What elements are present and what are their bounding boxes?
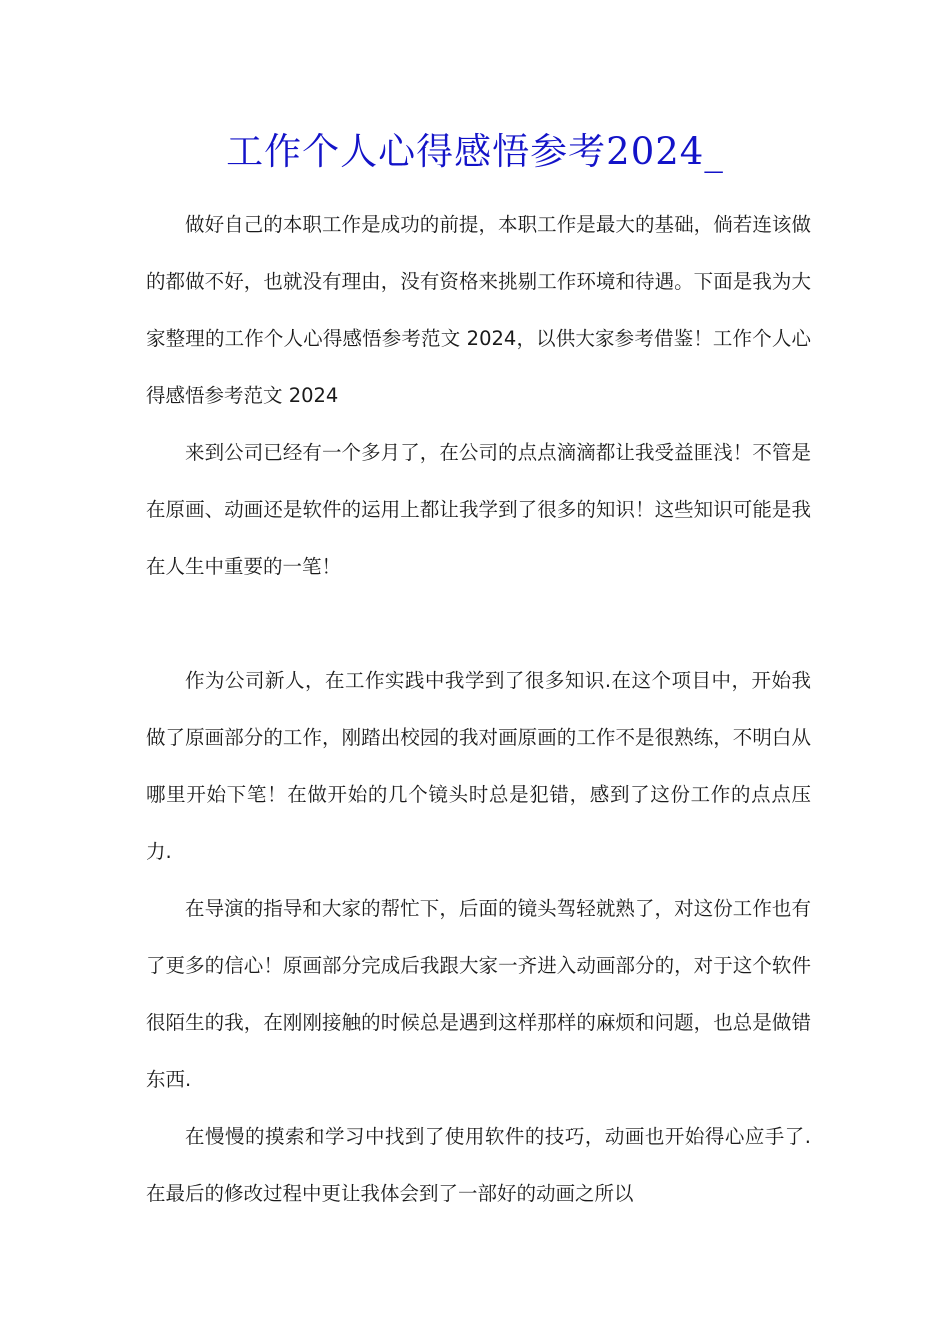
paragraph: 在慢慢的摸索和学习中找到了使用软件的技巧，动画也开始得心应手了.在最后的修改过程中更让我体会到了一部好的动画之所以 [146, 1125, 811, 1205]
paragraph: 作为公司新人，在工作实践中我学到了很多知识.在这个项目中，开始我做了原画部分的工作，刚踏出校园的我对画原画的工作不是很熟练，不明白从哪里开始下笔！在做开始的几个镜头时总是犯错，感到了这份工作的点点压力. [146, 669, 811, 863]
paragraph: 在导演的指导和大家的帮忙下，后面的镜头驾轻就熟了，对这份工作也有了更多的信心！原画部分完成后我跟大家一齐进入动画部分的，对于这个软件很陌生的我，在刚刚接触的时候总是遇到这样那样的麻烦和问题，也总是做错东西. [146, 897, 811, 1091]
paragraph: 做好自己的本职工作是成功的前提，本职工作是最大的基础，倘若连该做的都做不好，也就没有理由，没有资格来挑剔工作环境和待遇。下面是我为大家整理的工作个人心得感悟参考范文 2024，以供大家参考借鉴！工作个人心得感悟参考范文 2024 [146, 213, 811, 407]
document-body [146, 196, 811, 1222]
document-title: 工作个人心得感悟参考2024_ [226, 130, 724, 173]
paragraph: 来到公司已经有一个多月了，在公司的点点滴滴都让我受益匪浅！不管是在原画、动画还是软件的运用上都让我学到了很多的知识！这些知识可能是我在人生中重要的一笔！ [146, 441, 811, 578]
